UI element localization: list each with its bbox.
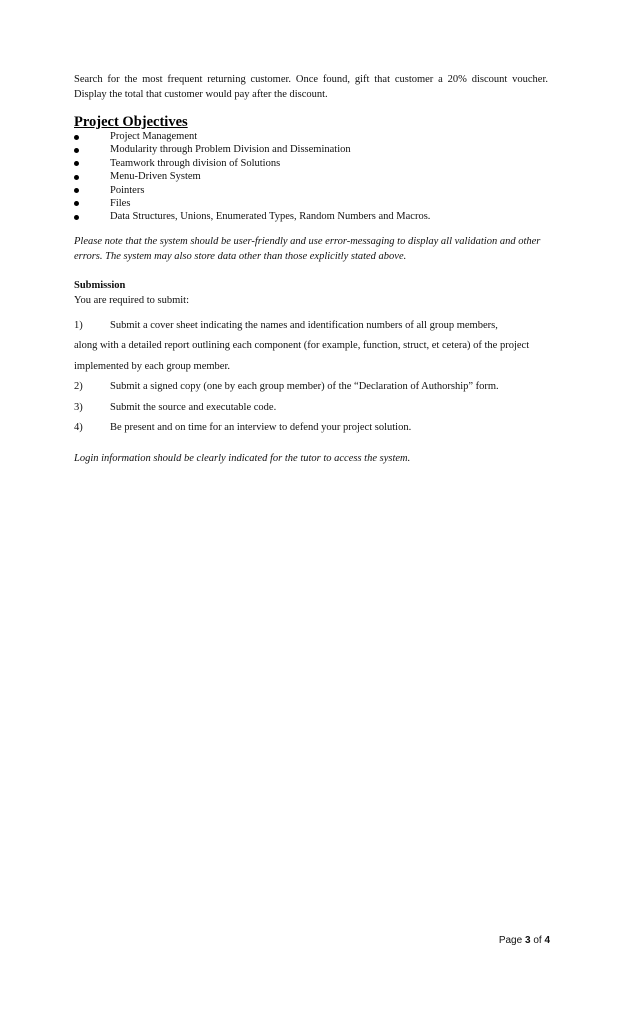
page-number-footer — [499, 934, 550, 948]
step-number: 3) — [74, 401, 83, 413]
bullet-icon — [74, 135, 79, 140]
objective-text: Teamwork through division of Solutions — [110, 157, 281, 169]
project-objectives-heading: Project Objectives — [74, 114, 188, 130]
objective-item — [74, 197, 548, 210]
submission-steps — [74, 316, 548, 439]
step-text-continued: along with a detailed report outlining each component (for example, function, struct, et cetera) of the project implemented by each group member. — [74, 340, 530, 372]
page-label: Page — [498, 935, 523, 946]
submission-step — [74, 398, 548, 419]
submission-step — [74, 418, 548, 439]
total-pages-number: 4 — [544, 935, 550, 946]
page-content — [74, 72, 548, 466]
step-text: Submit a signed copy (one by each group member) of the “Declaration of Authorship” form. — [110, 381, 499, 393]
objective-text: Data Structures, Unions, Enumerated Types, Random Numbers and Macros. — [110, 211, 431, 223]
current-page-number: 3 — [524, 935, 531, 946]
objective-item — [74, 143, 548, 156]
step-text: Submit a cover sheet indicating the names and identification numbers of all group members, — [110, 319, 498, 331]
submission-lead-text: You are required to submit: — [74, 294, 190, 306]
submission-heading: Submission — [74, 279, 126, 291]
objective-text: Menu-Driven System — [110, 171, 201, 183]
objective-item — [74, 130, 548, 143]
step-number: 2) — [74, 381, 83, 393]
bullet-icon — [74, 175, 79, 180]
step-number: 1) — [74, 319, 83, 331]
objective-text: Modularity through Problem Division and Dissemination — [110, 144, 351, 156]
objective-item — [74, 157, 548, 170]
step-text: Submit the source and executable code. — [110, 401, 277, 413]
submission-step — [74, 316, 548, 378]
objectives-list — [74, 130, 548, 224]
bullet-icon — [74, 161, 79, 166]
step-text: Be present and on time for an interview to defend your project solution. — [110, 422, 412, 434]
bullet-icon — [74, 215, 79, 220]
objective-text: Pointers — [110, 184, 145, 196]
objective-item — [74, 184, 548, 197]
usability-note: Please note that the system should be user-friendly and use error-messaging to display all validation and other errors. The system may also store data other than those explicitly stated above. — [74, 235, 541, 263]
intro-paragraph: Search for the most frequent returning customer. Once found, gift that customer a 20% discount voucher. Display the total that customer would pay after the discount. — [74, 74, 548, 100]
objective-item — [74, 170, 548, 183]
step-number: 4) — [74, 422, 83, 434]
of-label: of — [533, 935, 542, 946]
bullet-icon — [74, 201, 79, 206]
login-note: Login information should be clearly indicated for the tutor to access the system. — [74, 452, 411, 464]
objective-text: Project Management — [110, 131, 198, 142]
objective-item — [74, 210, 548, 223]
submission-step — [74, 377, 548, 398]
bullet-icon — [74, 148, 79, 153]
bullet-icon — [74, 188, 79, 193]
objective-text: Files — [110, 197, 131, 209]
